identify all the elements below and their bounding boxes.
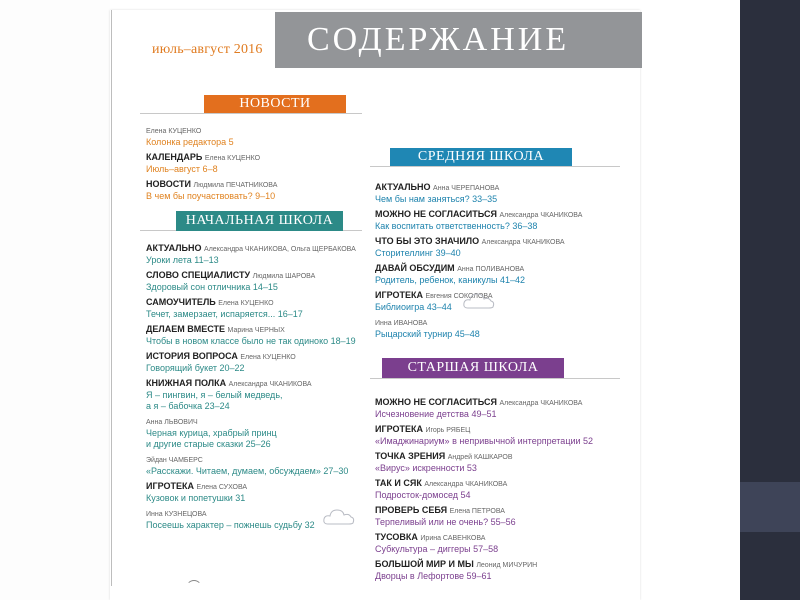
entry-section: ПРОВЕРЬ СЕБЯ: [375, 505, 448, 515]
entry-article: Как воспитать ответственность? 36–38: [375, 221, 538, 231]
toc-entry: [146, 152, 277, 175]
entry-section: ИСТОРИЯ ВОПРОСА: [146, 351, 238, 361]
cloud-icon: [322, 506, 356, 528]
entry-article: Исчезновение детства 49–51: [375, 409, 497, 419]
entry-heading: [375, 317, 582, 329]
senior-header-text: СТАРШАЯ ШКОЛА: [407, 360, 539, 375]
entry-article-cont: а я – бабочка 23–24: [146, 401, 230, 411]
junior-header-text: НАЧАЛЬНАЯ ШКОЛА: [185, 213, 334, 228]
entry-author: Александра ЧКАНИКОВА: [481, 239, 565, 246]
toc-entry: [146, 243, 356, 266]
entry-author: Ирина САВЕНКОВА: [420, 535, 486, 542]
toc-entry: [375, 182, 582, 205]
entry-article: Кузовок и попетушки 31: [146, 493, 246, 503]
entry-section: МОЖНО НЕ СОГЛАСИТЬСЯ: [375, 209, 497, 219]
entry-article-cont: и другие старые сказки 25–26: [146, 439, 271, 449]
slide-side-accent: [740, 482, 800, 532]
toc-entry: [146, 125, 277, 148]
entry-article: Течет, замерзает, испаряется... 16–17: [146, 309, 303, 319]
toc-entry: [375, 209, 582, 232]
entry-article: «Вирус» искренности 53: [375, 463, 477, 473]
toc-entry: [146, 297, 356, 320]
toc-entry: [375, 451, 593, 474]
entry-author: Андрей КАШКАРОВ: [447, 454, 513, 461]
entry-article: Терпеливый или не очень? 55–56: [375, 517, 516, 527]
entry-article: Июль–август 6–8: [146, 164, 218, 174]
toc-entry: [375, 532, 593, 555]
entry-article: Родитель, ребенок, каникулы 41–42: [375, 275, 525, 285]
entry-author: Анна ПОЛИВАНОВА: [457, 266, 525, 273]
entry-heading: [146, 481, 356, 493]
entry-section: ИГРОТЕКА: [375, 424, 423, 434]
entry-article: Рыцарский турнир 45–48: [375, 329, 480, 339]
page-title-text: СОДЕРЖАНИЕ: [307, 21, 570, 58]
entry-author: Евгения СОКОЛОВА: [425, 293, 493, 300]
entry-heading: [146, 270, 356, 282]
entry-heading: [375, 424, 593, 436]
entry-section: ДЕЛАЕМ ВМЕСТЕ: [146, 324, 226, 334]
senior-header-line: [370, 378, 620, 379]
entry-section: САМОУЧИТЕЛЬ: [146, 297, 216, 307]
entry-author: Александра ЧКАНИКОВА, Ольга ЩЕРБАКОВА: [204, 246, 356, 253]
middle-header: [390, 148, 572, 166]
entry-section: АКТУАЛЬНО: [146, 243, 202, 253]
entry-heading: [146, 324, 356, 336]
toc-entry: [146, 324, 356, 347]
senior-header: [382, 358, 564, 378]
entry-author: Анна ЛЬВОВИЧ: [146, 419, 198, 426]
junior-entries: [146, 243, 356, 535]
toc-entry: [375, 397, 593, 420]
entry-heading: [375, 505, 593, 517]
entry-article: Говорящий букет 20–22: [146, 363, 245, 373]
senior-entries: [375, 397, 593, 586]
entry-heading: [146, 297, 356, 309]
issue-date: июль–август 2016: [152, 42, 263, 57]
toc-entry: [146, 454, 356, 477]
entry-article: Колонка редактора 5: [146, 137, 234, 147]
entry-section: ТОЧКА ЗРЕНИЯ: [375, 451, 446, 461]
entry-author: Александра ЧКАНИКОВА: [499, 212, 583, 219]
entry-author: Елена СУХОВА: [196, 484, 248, 491]
entry-author: Елена КУЦЕНКО: [218, 300, 274, 307]
toc-entry: [375, 317, 582, 340]
entry-heading: [375, 236, 582, 248]
entry-heading: [375, 559, 593, 571]
entry-heading: [375, 263, 582, 275]
entry-article: «Имаджинариум» в непривычной интерпретации 52: [375, 436, 594, 446]
entry-section: ТАК И СЯК: [375, 478, 422, 488]
entry-author: Эйдан ЧАМБЕРС: [146, 457, 203, 464]
middle-header-line: [370, 166, 620, 167]
entry-author: Александра ЧКАНИКОВА: [499, 400, 583, 407]
entry-heading: [375, 182, 582, 194]
entry-article: Я – пингвин, я – белый медведь,: [146, 390, 283, 400]
entry-heading: [146, 416, 356, 428]
entry-section: ИГРОТЕКА: [375, 290, 423, 300]
toc-entry: [375, 263, 582, 286]
entry-author: Людмила ПЕЧАТНИКОВА: [193, 182, 278, 189]
entry-article: Чем бы нам заняться? 33–35: [375, 194, 498, 204]
entry-heading: [146, 125, 277, 137]
toc-entry: [146, 378, 356, 412]
page-corner-mark: [186, 580, 202, 596]
news-header-text: НОВОСТИ: [239, 96, 311, 111]
entry-section: ЧТО БЫ ЭТО ЗНАЧИЛО: [375, 236, 480, 246]
entry-author: Александра ЧКАНИКОВА: [424, 481, 508, 488]
entry-article: Уроки лета 11–13: [146, 255, 219, 265]
entry-heading: [375, 532, 593, 544]
entry-heading: [375, 209, 582, 221]
entry-heading: [146, 179, 277, 191]
entry-author: Александра ЧКАНИКОВА: [228, 381, 312, 388]
middle-header-text: СРЕДНЯЯ ШКОЛА: [417, 149, 545, 164]
news-header: [204, 95, 346, 113]
entry-author: Елена КУЦЕНКО: [146, 128, 202, 135]
toc-entry: [146, 351, 356, 374]
entry-section: КНИЖНАЯ ПОЛКА: [146, 378, 227, 388]
entry-section: ИГРОТЕКА: [146, 481, 194, 491]
entry-article: Черная курица, храбрый принц: [146, 428, 277, 438]
entry-heading: [146, 243, 356, 255]
entry-article: Посеешь характер – пожнешь судьбу 32: [146, 520, 315, 530]
toc-entry: [146, 481, 356, 504]
entry-heading: [375, 478, 593, 490]
toc-entry: [375, 236, 582, 259]
entry-article: Здоровый сон отличника 14–15: [146, 282, 278, 292]
entry-article: Чтобы в новом классе было не так одиноко 18–19: [146, 336, 356, 346]
entry-author: Елена КУЦЕНКО: [204, 155, 261, 162]
cloud-icon: [462, 290, 496, 312]
toc-entry: [375, 478, 593, 501]
entry-section: СЛОВО СПЕЦИАЛИСТУ: [146, 270, 251, 280]
entry-heading: [375, 397, 593, 409]
entry-section: КАЛЕНДАРЬ: [146, 152, 203, 162]
entry-heading: [146, 454, 356, 466]
entry-section: МОЖНО НЕ СОГЛАСИТЬСЯ: [375, 397, 497, 407]
entry-section: АКТУАЛЬНО: [375, 182, 431, 192]
toc-entry: [146, 416, 356, 450]
toc-entry: [146, 270, 356, 293]
entry-author: Елена КУЦЕНКО: [240, 354, 296, 361]
entry-article: В чем бы поучаствовать? 9–10: [146, 191, 276, 201]
news-entries: [146, 125, 277, 206]
entry-article: Библиоигра 43–44: [375, 302, 452, 312]
entry-section: НОВОСТИ: [146, 179, 192, 189]
entry-article: «Расскажи. Читаем, думаем, обсуждаем» 27–30: [146, 466, 349, 476]
entry-heading: [146, 378, 356, 390]
toc-entry: [375, 559, 593, 582]
entry-author: Марина ЧЕРНЫХ: [227, 327, 285, 334]
entry-author: Игорь РЯБЕЦ: [425, 427, 471, 434]
page-title: [275, 12, 642, 68]
slide-background: [0, 0, 110, 600]
entry-author: Инна ИВАНОВА: [375, 320, 428, 327]
page-left-border: [111, 10, 112, 586]
entry-article: Сторителлинг 39–40: [375, 248, 461, 258]
toc-entry: [146, 179, 277, 202]
news-header-line: [140, 113, 362, 114]
entry-author: Инна КУЗНЕЦОВА: [146, 511, 207, 518]
toc-entry: [375, 424, 593, 447]
entry-section: ДАВАЙ ОБСУДИМ: [375, 263, 455, 273]
entry-article: Дворцы в Лефортове 59–61: [375, 571, 492, 581]
entry-article: Субкультура – диггеры 57–58: [375, 544, 499, 554]
entry-heading: [146, 351, 356, 363]
middle-entries: [375, 182, 582, 344]
entry-heading: [146, 152, 277, 164]
entry-author: Леонид МИЧУРИН: [476, 562, 538, 569]
entry-author: Елена ПЕТРОВА: [449, 508, 505, 515]
entry-article: Подросток-домосед 54: [375, 490, 471, 500]
entry-section: ТУСОВКА: [375, 532, 418, 542]
toc-entry: [375, 505, 593, 528]
entry-author: Людмила ШАРОВА: [252, 273, 316, 280]
entry-section: БОЛЬШОЙ МИР И МЫ: [375, 559, 474, 569]
junior-header: [176, 211, 343, 231]
entry-heading: [375, 451, 593, 463]
entry-author: Анна ЧЕРЕПАНОВА: [433, 185, 500, 192]
